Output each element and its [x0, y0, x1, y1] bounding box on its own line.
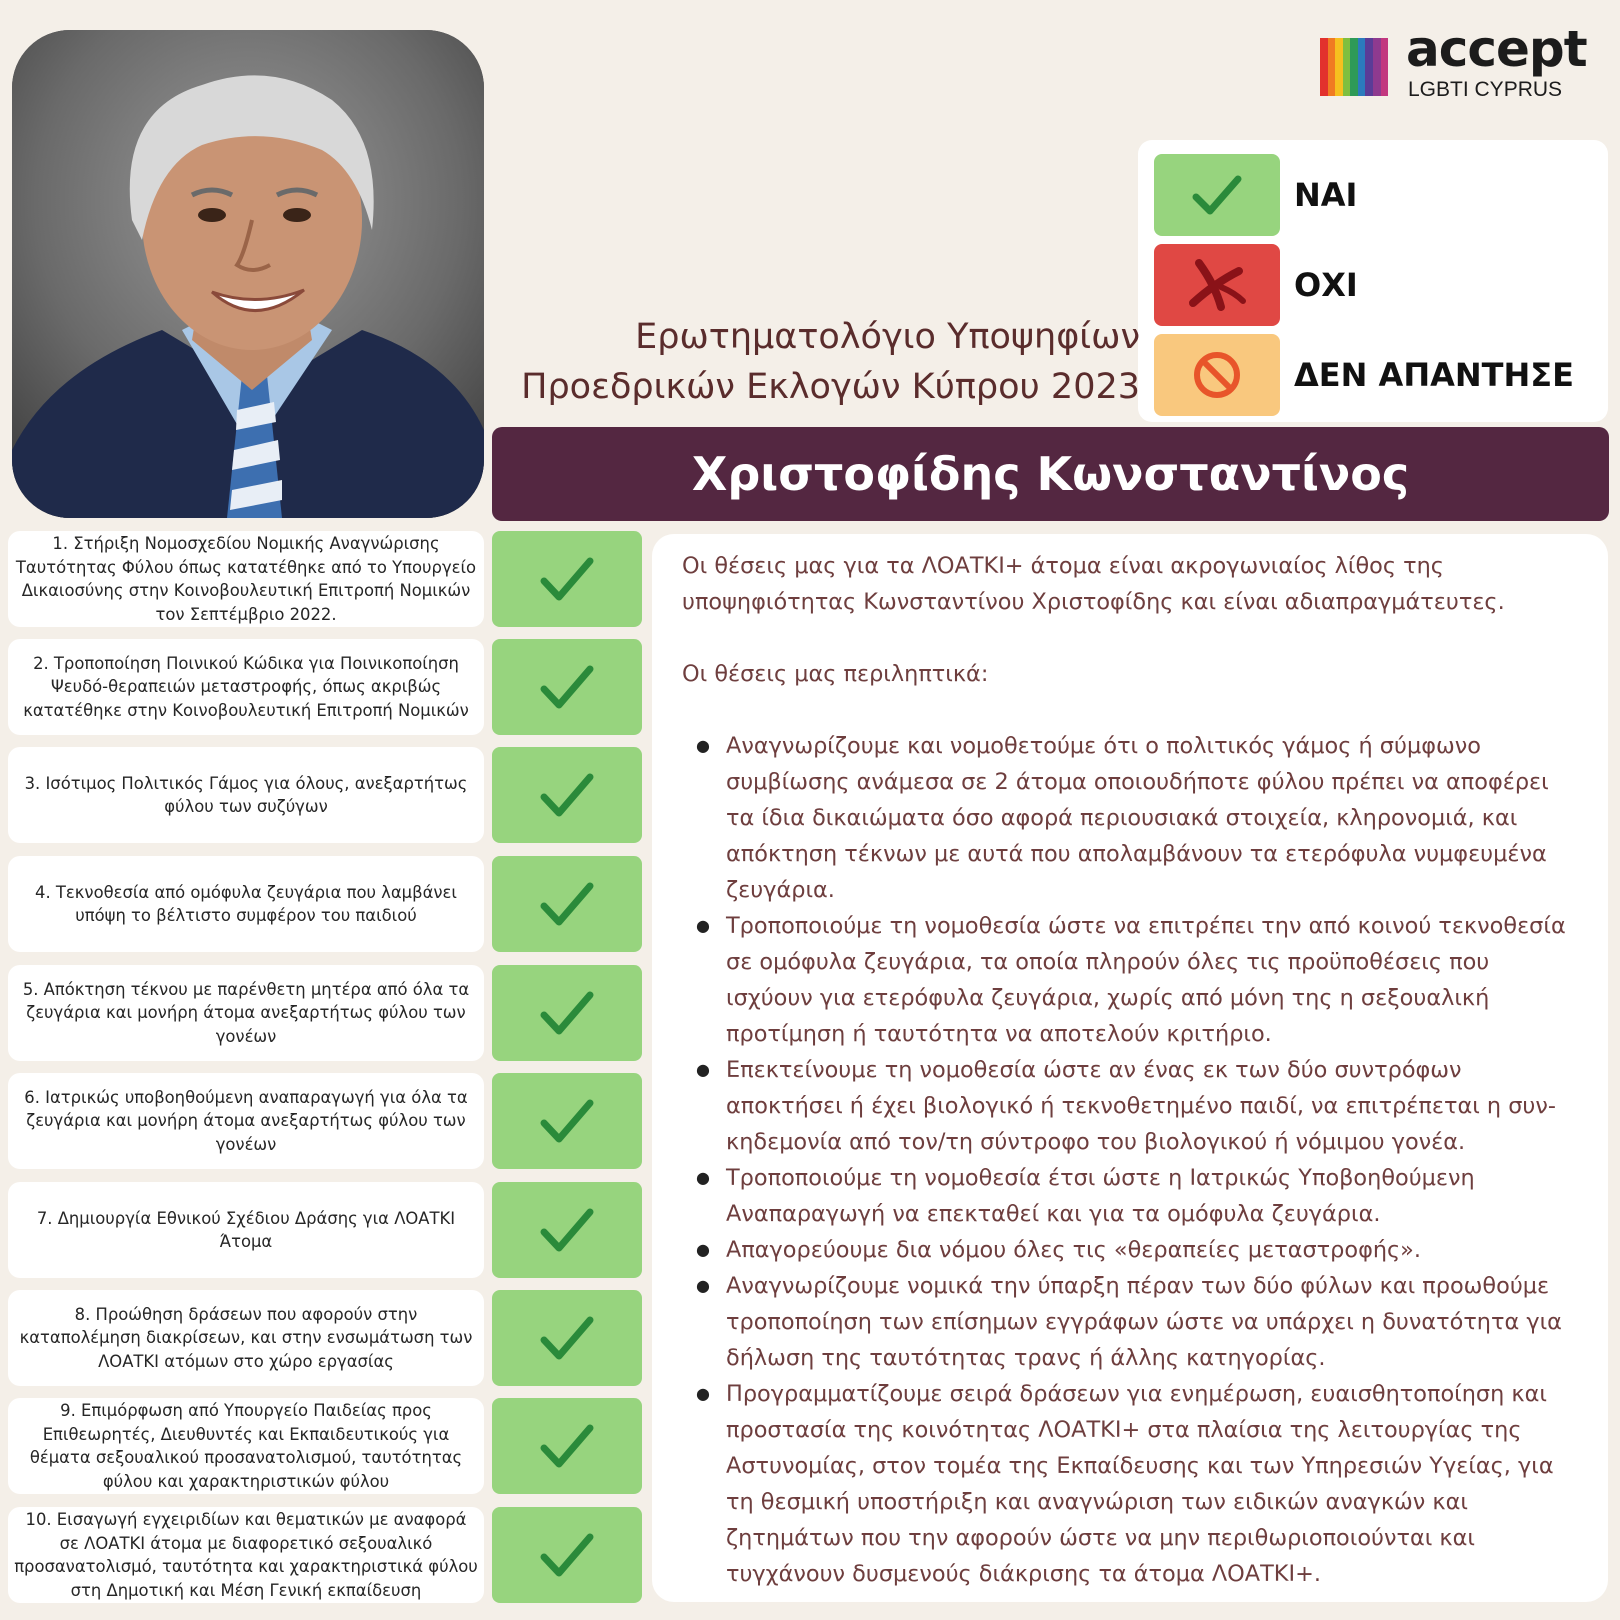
answer-yes-badge: [492, 531, 642, 627]
rainbow-bars-icon: [1320, 38, 1388, 96]
legend-yes-label: ΝΑΙ: [1294, 176, 1358, 214]
logo-subtitle: LGBTI CYPRUS: [1408, 78, 1563, 101]
question-4: [8, 856, 484, 952]
logo-bar: [1320, 38, 1328, 96]
legend-no-swatch: [1154, 244, 1280, 326]
check-icon: [539, 1206, 595, 1254]
question-text: 5. Απόκτηση τέκνου με παρένθετη μητέρα από όλα τα ζευγάρια και μονήρη άτομα ανεξαρτήτως φύλου των γονέων: [22, 979, 470, 1046]
question-text: 2. Τροποποίηση Ποινικού Κώδικα για Ποινικοποίηση Ψευδό-θεραπειών μεταστροφής, όπως ακριβώς κατατέθηκε στην Κοινοβουλευτική Επιτροπή Νομικών: [23, 653, 469, 720]
logo-bar: [1365, 38, 1373, 96]
logo-bar: [1335, 38, 1343, 96]
legend-item-no: [1146, 244, 1602, 326]
question-text: 7. Δημιουργία Εθνικού Σχέδιου Δράσης για ΛΟΑΤΚΙ Άτομα: [36, 1208, 456, 1251]
check-icon: [539, 1531, 595, 1579]
legend-yes-swatch: [1154, 154, 1280, 236]
check-icon: [539, 880, 595, 928]
question-9: [8, 1398, 484, 1494]
logo-bar: [1350, 38, 1358, 96]
question-text: 10. Εισαγωγή εγχειριδίων και θεματικών με αναφορά σε ΛΟΑΤΚΙ άτομα με διαφορετικό σεξουαλικό προσανατολισμό, ταυτότητα και χαρακτηριστικά φύλου στη Δημοτική και Μέση Γενική εκπαίδευση: [14, 1510, 478, 1600]
answer-yes-badge: [492, 1290, 642, 1386]
statement-bullet: ● Προγραμματίζουμε σειρά δράσεων για ενημέρωση, ευαισθητοποίηση και προστασία της κοινότητας ΛΟΑΤΚΙ+ στα πλαίσια της λειτουργίας της Αστυνομίας, στον τομέα της Εκπαίδευσης και των Υπηρεσιών Υγείας, για τη θεσμική υποστήριξη και αναγνώριση των ειδικών αναγκών και ζητημάτων που την αφορούν ώστε να μην περιθωριοποιούνται και τυγχάνουν δυσμενούς διάκρισης τα άτομα ΛΟΑΤΚΙ+.: [682, 1376, 1578, 1592]
statement-bullet: ● Τροποποιούμε τη νομοθεσία ώστε να επιτρέπει την από κοινού τεκνοθεσία σε ομόφυλα ζευγάρια, τα οποία πληρούν όλες τις προϋποθέσεις που ισχύουν για ετερόφυλα ζευγάρια, χωρίς από μόνη της η σεξουαλική προτίμηση ή ταυτότητα να αποτελούν κριτήριο.: [682, 908, 1578, 1052]
logo-wordmark: accept: [1406, 20, 1587, 78]
answer-yes-badge: [492, 639, 642, 735]
question-text: 9. Επιμόρφωση από Υπουργείο Παιδείας προς Επιθεωρητές, Διευθυντές και Εκπαιδευτικούς για θέματα σεξουαλικού προσανατολισμού, ταυτότητας φύλου και χαρακτηριστικών φύλου: [29, 1401, 463, 1491]
question-7: [8, 1182, 484, 1278]
question-text: 4. Τεκνοθεσία από ομόφυλα ζευγάρια που λαμβάνει υπόψη το βέλτιστο συμφέρον του παιδιού: [35, 882, 457, 925]
question-text: 8. Προώθηση δράσεων που αφορούν στην καταπολέμηση διακρίσεων, και στην ενσωμάτωση των ΛΟΑΤΚΙ ατόμων στο χώρο εργασίας: [19, 1304, 473, 1371]
question-8: [8, 1290, 484, 1386]
check-icon: [539, 771, 595, 819]
answer-yes-badge: [492, 856, 642, 952]
logo-bar: [1381, 38, 1389, 96]
question-2: [8, 639, 484, 735]
check-icon: [539, 1422, 595, 1470]
question-text: 1. Στήριξη Νομοσχεδίου Νομικής Αναγνώρισης Ταυτότητας Φύλου όπως κατατέθηκε από το Υπουργείο Δικαιοσύνης στην Κοινοβουλευτική Επιτροπή Νομικών τον Σεπτέμβριο 2022.: [15, 534, 477, 624]
legend-no-answer-swatch: [1154, 334, 1280, 416]
prohibited-icon: [1191, 349, 1243, 401]
candidate-name: Χριστοφίδης Κωνσταντίνος: [492, 427, 1609, 521]
answer-yes-badge: [492, 747, 642, 843]
check-icon: [539, 663, 595, 711]
check-icon: [539, 1314, 595, 1362]
legend-item-yes: [1146, 154, 1602, 236]
candidate-statement: [652, 534, 1608, 1602]
check-icon: [539, 989, 595, 1037]
title-line-1: Ερωτηματολόγιο Υποψηφίων: [635, 317, 1140, 357]
logo-bar: [1358, 38, 1366, 96]
logo-bar: [1328, 38, 1336, 96]
question-6: [8, 1073, 484, 1169]
answer-yes-badge: [492, 1182, 642, 1278]
answer-yes-badge: [492, 1507, 642, 1603]
statement-intro: Οι θέσεις μας για τα ΛΟΑΤΚΙ+ άτομα είναι ακρογωνιαίος λίθος της υποψηφιότητας Κωνσταντίνου Χριστοφίδης και είναι αδιαπραγμάτευτες.: [682, 553, 1505, 615]
legend-item-no-answer: [1146, 334, 1602, 416]
logo-bar: [1373, 38, 1381, 96]
statement-bullets: [682, 728, 1578, 1592]
title-line-2: Προεδρικών Εκλογών Κύπρου 2023: [521, 367, 1140, 407]
accept-logo: [1320, 20, 1610, 101]
question-1: [8, 531, 484, 627]
question-10: [8, 1507, 484, 1603]
answer-legend: [1138, 140, 1608, 422]
question-text: 3. Ισότιμος Πολιτικός Γάμος για όλους, ανεξαρτήτως φύλου των συζύγων: [24, 773, 468, 816]
page-title: [500, 312, 1140, 412]
legend-no-answer-label: ΔΕΝ ΑΠΑΝΤΗΣΕ: [1294, 356, 1574, 394]
question-3: [8, 747, 484, 843]
cross-icon: [1185, 257, 1249, 313]
statement-bullet: ● Τροποποιούμε τη νομοθεσία έτσι ώστε η Ιατρικώς Υποβοηθούμενη Αναπαραγωγή να επεκταθεί και για τα ομόφυλα ζευγάρια.: [682, 1160, 1578, 1232]
candidate-photo: [12, 30, 484, 518]
answer-yes-badge: [492, 1398, 642, 1494]
question-text: 6. Ιατρικώς υποβοηθούμενη αναπαραγωγή για όλα τα ζευγάρια και μονήρη άτομα ανεξαρτήτως φύλου των γονέων: [24, 1087, 468, 1154]
statement-bullet: ● Επεκτείνουμε τη νομοθεσία ώστε αν ένας εκ των δύο συντρόφων αποκτήσει ή έχει βιολογικό ή τεκνοθετημένο παιδί, να επιτρέπεται η συν-κηδεμονία από τον/τη σύντροφο του βιολογικού ή νόμιμου γονέα.: [682, 1052, 1578, 1160]
question-5: [8, 965, 484, 1061]
logo-bar: [1343, 38, 1351, 96]
statement-summary-heading: Οι θέσεις μας περιληπτικά:: [682, 661, 989, 687]
check-icon: [539, 555, 595, 603]
check-icon: [1192, 173, 1242, 217]
answer-yes-badge: [492, 965, 642, 1061]
statement-bullet: ● Αναγνωρίζουμε και νομοθετούμε ότι ο πολιτικός γάμος ή σύμφωνο συμβίωσης ανάμεσα σε 2 άτομα οποιουδήποτε φύλου πρέπει να αποφέρει τα ίδια δικαιώματα όσο αφορά περιουσιακά στοιχεία, κληρονομιά, και απόκτηση τέκνων με αυτά που απολαμβάνουν τα ετερόφυλα νυμφευμένα ζευγάρια.: [682, 728, 1578, 908]
statement-bullet: ● Αναγνωρίζουμε νομικά την ύπαρξη πέραν των δύο φύλων και προωθούμε τροποποίηση των επίσημων εγγράφων ώστε να υπάρχει η δυνατότητα για δήλωση της ταυτότητας τρανς ή άλλης κατηγορίας.: [682, 1268, 1578, 1376]
answer-yes-badge: [492, 1073, 642, 1169]
statement-bullet: ● Απαγορεύουμε δια νόμου όλες τις «θεραπείες μεταστροφής».: [682, 1232, 1578, 1268]
legend-no-label: ΟΧΙ: [1294, 266, 1358, 304]
check-icon: [539, 1097, 595, 1145]
